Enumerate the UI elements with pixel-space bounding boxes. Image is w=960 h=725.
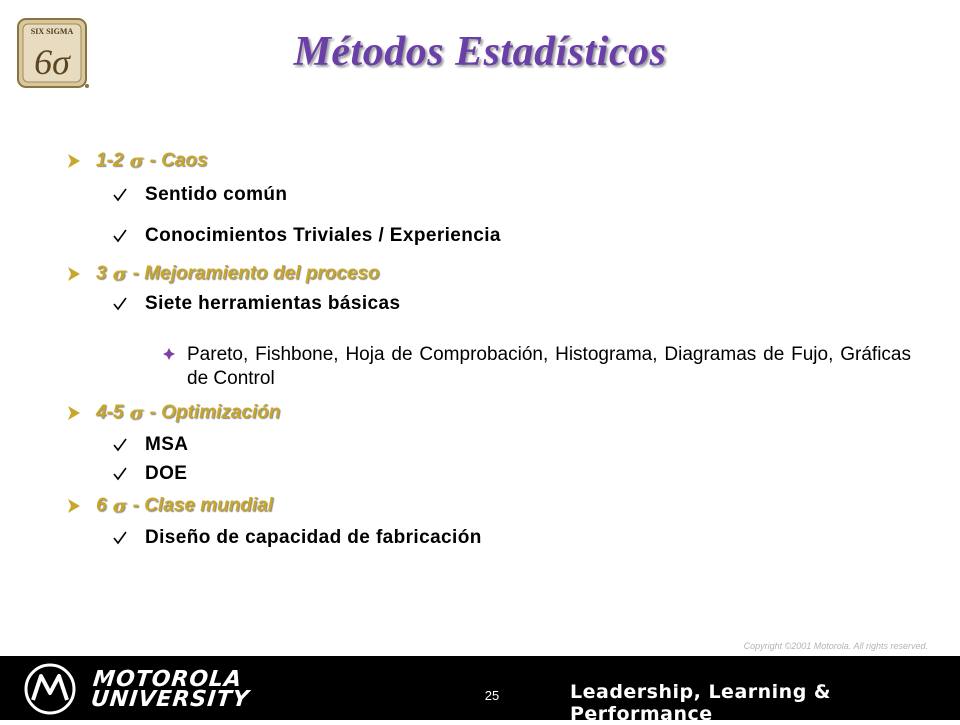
footer-tagline: Leadership, Learning & Performance bbox=[570, 681, 831, 725]
checkmark-icon bbox=[113, 188, 127, 202]
section-suffix: - Mejoramiento del proceso bbox=[132, 263, 380, 284]
checkmark-icon bbox=[113, 229, 127, 243]
list-item-label: Conocimientos Triviales / Experiencia bbox=[145, 225, 501, 246]
list-item-label: Siete herramientas básicas bbox=[145, 293, 401, 314]
list-item bbox=[113, 463, 187, 485]
list-item bbox=[113, 434, 188, 456]
motorola-university-wordmark bbox=[89, 667, 253, 712]
section-heading-1 bbox=[68, 150, 208, 172]
section-suffix: - Caos bbox=[149, 150, 208, 171]
list-item-label: MSA bbox=[145, 434, 189, 455]
list-item bbox=[113, 527, 482, 549]
list-item-label: Sentido común bbox=[145, 184, 288, 205]
section-prefix: 3 bbox=[96, 263, 107, 284]
sub-list-item-label: Pareto, Fishbone, Hoja de Comprobación, Histograma, Diagramas de Fujo, Gráficas de Control bbox=[187, 344, 911, 389]
section-prefix: 1-2 bbox=[96, 150, 124, 171]
list-item bbox=[113, 184, 287, 206]
section-heading-2 bbox=[68, 263, 380, 285]
copyright-notice: Copyright ©2001 Motorola. All rights reserved. bbox=[743, 641, 928, 651]
diamond-bullet-icon bbox=[163, 348, 175, 360]
list-item-label: DOE bbox=[145, 463, 188, 484]
sigma-symbol: σ bbox=[129, 402, 144, 424]
page-number: 25 bbox=[484, 688, 500, 703]
list-item bbox=[113, 293, 400, 315]
checkmark-icon bbox=[113, 467, 127, 481]
section-heading-4 bbox=[68, 495, 273, 517]
section-prefix: 4-5 bbox=[96, 402, 124, 423]
motorola-batwing-icon bbox=[24, 663, 76, 715]
sigma-symbol: σ bbox=[112, 495, 127, 517]
brand-line-2: UNIVERSITY bbox=[89, 687, 251, 712]
logo-caption: SIX SIGMA bbox=[30, 27, 74, 36]
section-suffix: - Optimización bbox=[149, 402, 281, 423]
sigma-symbol: σ bbox=[112, 263, 127, 285]
list-item-label: Diseño de capacidad de fabricación bbox=[145, 527, 482, 548]
checkmark-icon bbox=[113, 531, 127, 545]
sub-list-item bbox=[163, 343, 911, 391]
checkmark-icon bbox=[113, 438, 127, 452]
arrow-bullet-icon bbox=[68, 267, 80, 281]
arrow-bullet-icon bbox=[68, 154, 80, 168]
slide-title: Métodos Estadísticos bbox=[293, 29, 667, 75]
section-heading-3 bbox=[68, 402, 280, 424]
arrow-bullet-icon bbox=[68, 499, 80, 513]
arrow-bullet-icon bbox=[68, 406, 80, 420]
list-item bbox=[113, 225, 501, 247]
logo-mark: 6σ bbox=[34, 42, 70, 82]
sigma-symbol: σ bbox=[129, 150, 144, 172]
section-prefix: 6 bbox=[96, 495, 107, 516]
checkmark-icon bbox=[113, 297, 127, 311]
section-suffix: - Clase mundial bbox=[132, 495, 274, 516]
brand-line-1: MOTOROLA bbox=[91, 667, 244, 692]
